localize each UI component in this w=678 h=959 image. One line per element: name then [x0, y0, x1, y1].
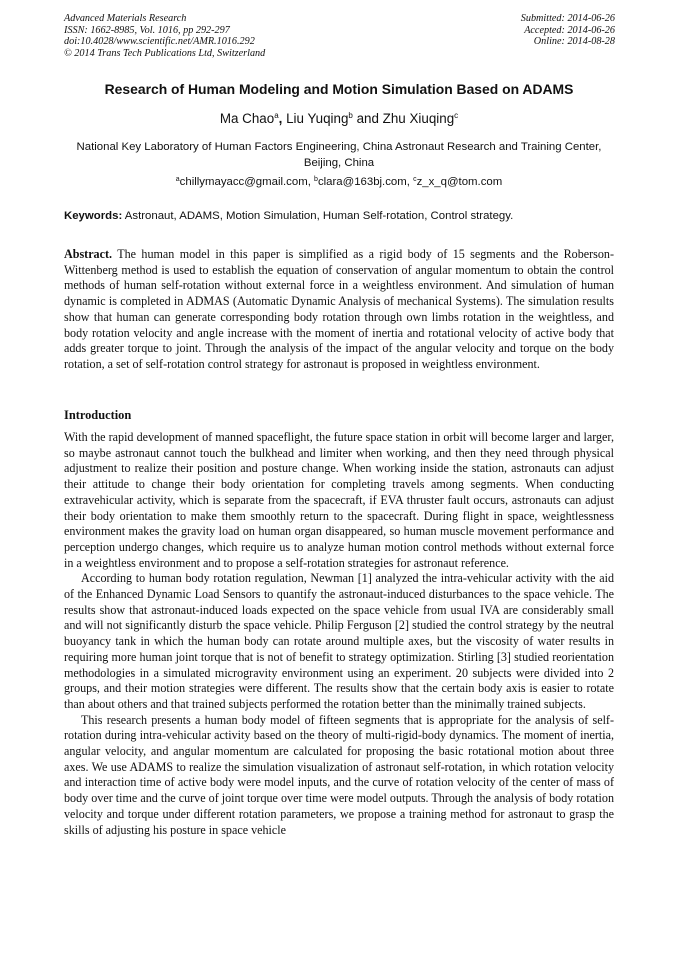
author-emails: [0, 176, 678, 188]
paragraph: With the rapid development of manned spaceflight, the future space station in orbit will become larger and larger, so maybe astronaut cannot touch the bulkhead and limiter when working, and then they need through physical adjustment to realize their position and posture change. When working inside the station, astronauts can adjust their attitude to change their body orientation for completing travels among segments. When conducting extravehicular activity, which is separate from the spacecraft, if EVA thruster fault occurs, astronauts can adjust their body orientation to make them smoothly return to the spacecraft. During flight in space, weightlessness environment makes the gravity load on human organ disappeared, so human muscle movement performance and perception undergo changes, which require us to analyze human motion control methods without external force in a weightless environment and to propose a self-rotation strategies for astronaut reference.: [64, 430, 614, 570]
issn-line: ISSN: 1662-8985, Vol. 1016, pp 292-297: [64, 24, 230, 36]
introduction-body: [64, 430, 614, 838]
keywords: [64, 210, 614, 222]
author-name: Ma Chao: [219, 111, 275, 126]
keywords-label: Keywords:: [64, 210, 123, 222]
author-separator: ,: [278, 111, 287, 126]
journal-name: Advanced Materials Research: [64, 13, 187, 24]
author-list: [0, 111, 678, 126]
abstract-text: The human model in this paper is simplified as a rigid body of 15 segments and the Roberson-Wittenberg method is used to establish the equation of conservation of angular momentum to obtain the control methods of human self-rotation without external force in a weightless environment. And simulation of human dynamic is completed in ADMAS (Automatic Dynamic Analysis of mechanical Systems). The simulation results show that human can generate corresponding body rotation through own limbs rotation in the weightless, and body rotation velocity and angle increase with the moment of inertia and rotational velocity of active body that adds greater torque to joint. Through the analysis of the impact of the angular velocity and torque on the body rotation, a set of self-rotation control strategy for astronaut is proposed in weightless environment.: [64, 247, 614, 371]
affiliation: National Key Laboratory of Human Factors Engineering, China Astronaut Research and Training Center, Beijing, China: [76, 141, 602, 169]
keywords-text: Astronaut, ADAMS, Motion Simulation, Human Self-rotation, Control strategy.: [122, 210, 514, 222]
abstract-label: Abstract.: [64, 247, 113, 261]
abstract: [64, 247, 614, 373]
author-affiliation-mark: b: [348, 111, 353, 120]
doi-line: doi:10.4028/www.scientific.net/AMR.1016.292: [64, 36, 255, 48]
email-mark: b: [314, 176, 318, 183]
accepted-date: Accepted: 2014-06-26: [524, 24, 615, 36]
author-name: Zhu Xiuqing: [382, 111, 455, 126]
author-separator: and: [352, 111, 383, 126]
email-address: chillymayacc@gmail.com,: [179, 176, 315, 188]
submitted-date: Submitted: 2014-06-26: [520, 13, 615, 24]
publication-dates: [521, 13, 615, 48]
journal-info: [64, 13, 265, 59]
author-name: Liu Yuqing: [286, 111, 349, 126]
paragraph: This research presents a human body model of fifteen segments that is appropriate for the analysis of self-rotation during intra-vehicular activity based on the theory of multi-rigid-body dynamics. The moment of inertia, angular velocity, and angular momentum are calculated for proposing the basic rotational motion about three axes. We use ADAMS to realize the simulation visualization of astronaut self-rotation, in which rotation velocity and interaction time of active body were model inputs, and the curve of rotation velocity of the center of mass of body over time and the curve of joint torque over time were model outputs. Through the analysis of body rotation velocity and torque under different rotation parameters, we propose a training method for astronaut to grasp the skills of adjusting his posture in space vehicle: [64, 712, 614, 837]
author-affiliation-mark: a: [274, 111, 279, 120]
online-date: Online: 2014-08-28: [533, 36, 615, 48]
email-mark: c: [413, 176, 417, 183]
paper-title: Research of Human Modeling and Motion Simulation Based on ADAMS: [104, 81, 574, 97]
section-heading-introduction: Introduction: [64, 408, 132, 422]
paragraph: According to human body rotation regulation, Newman [1] analyzed the intra-vehicular activity with the aid of the Enhanced Dynamic Load Sensors to quantify the astronaut-induced disturbances to the space vehicle. The results show that astronaut-induced loads expected on the space vehicle from usual IVA are considerably small and will not significantly disturb the space vehicle. Philip Ferguson [2] studied the control strategy by the neutral buoyancy tank in which the human body can rotate around multiple axes, but the viscosity of water results in requiring more human joint torque that is not of benefit to strategy optimization. Stirling [3] studied reorientation methodologies in a simulated microgravity environment using an experiment. 20 subjects were divided into 2 groups, and their motion strategies were different. The results show that the certain body axis is easier to rotate than about others and that trained subjects performed the rotation better than the minimally trained subjects.: [64, 571, 614, 711]
email-address: clara@163bj.com,: [317, 176, 414, 188]
copyright-line: © 2014 Trans Tech Publications Ltd, Switzerland: [64, 47, 266, 59]
email-address: z_x_q@tom.com: [416, 176, 503, 188]
email-mark: a: [175, 176, 180, 183]
author-affiliation-mark: c: [454, 111, 459, 120]
